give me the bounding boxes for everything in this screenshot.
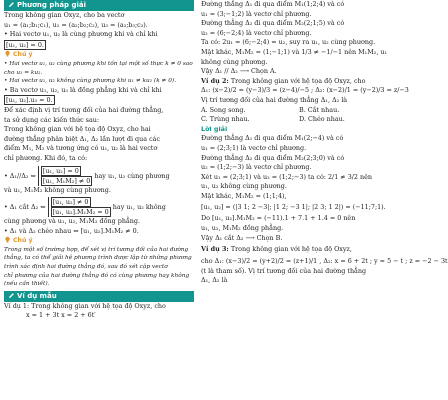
text-line: • Hai vectơ u₁, u₂ là cùng phương khi và chỉ khi (4, 30, 158, 39)
note-title: Chú ý (4, 50, 194, 60)
text-line: Vậy Δ₁ cắt Δ₂ ⟶ Chọn B. (201, 233, 283, 242)
option-a: A. Song song. (201, 105, 246, 114)
text-line: Đường thẳng Δ₁ đi qua điểm M₁(1;2;4) và có (201, 0, 345, 8)
example-text: Ví dụ 1: Trong không gian với hệ tọa độ Oxyz, cho (4, 301, 166, 310)
text-line: không cùng phương. (201, 57, 268, 66)
text-line: Đường thẳng Δ₁ đi qua điểm M₁(2;−4) và có (201, 134, 344, 143)
note-line: • Hai vectơ u₁, u₂ không cùng phương khi u₁ ≠ ku₂ (k ≠ 0). (4, 78, 177, 85)
note-line: (nếu cần thiết). (4, 281, 50, 288)
text-line: ta sử dụng các kiến thức sau: (4, 115, 100, 124)
text-line: Đường thẳng Δ₂ đi qua điểm M₂(2;1;5) và có (201, 19, 345, 28)
note-line: chỉ phương của hai đường thẳng đó có cùng phương hay không (4, 272, 190, 279)
text-line: cùng phương và u₁, u₂, M₁M₂ đồng phẳng. (4, 217, 141, 226)
text-line: u₂ = (6;−2;4) là vectơ chỉ phương. (201, 28, 312, 37)
text-line: và u₁, M₁M₂ không cùng phương. (4, 185, 111, 194)
option-c: C. Trùng nhau. (201, 115, 250, 124)
text-line: u₁, u₂, M₁M₂ đồng phẳng. (201, 224, 284, 233)
text-line: đường thẳng phân biệt Δ₁, Δ₂ lần lượt đi qua các (4, 134, 161, 143)
example-equation: cho Δ₁: (x−3)/2 = (y+2)/2 = (z+1)/1 , Δ₂: x = 6 + 2t ; y = 5 − t ; z = −2 − 3t (201, 256, 448, 265)
text-line: Vậy Δ₁ // Δ₂ ⟶ Chọn A. (201, 67, 277, 76)
lightbulb-icon (4, 50, 11, 57)
options-row (201, 106, 397, 116)
note-line: cho u₁ = ku₂. (4, 69, 43, 76)
text-line: Để xác định vị trí tương đối của hai đường thẳng, (4, 105, 164, 114)
text-line: u₁, u₂ không cùng phương. (201, 182, 287, 191)
text-line: Ta có: 2u₁ = (6;−2;4) = u₂, suy ra u₁, u₂ cùng phương. (201, 38, 376, 47)
text-line: u₁ = (3;−1;2) là vectơ chỉ phương. (201, 9, 312, 18)
right-column (201, 0, 448, 400)
solution-title: Lời giải (201, 124, 228, 133)
text-line: u₁ = (a₁;b₁;c₁), u₂ = (a₂;b₂;c₂), u₃ = (a₃;b₃;c₃). (4, 20, 148, 29)
example-equation: Δ₁: (x−2)/2 = (y−3)/3 = (z−4)/−5 ; Δ₂: (x−2)/1 = (y−2)/3 = z/−3 (201, 86, 409, 95)
note-title: Chú ý (4, 236, 194, 246)
note-line: • Hai vectơ u₁, u₂ cùng phương khi tồn tại một số thực k ≠ 0 sao (4, 60, 193, 67)
case-skew: • Δ₁ và Δ₂ chéo nhau ⇔ [u₁, u₂].M₁M₂ ≠ 0. (4, 226, 139, 235)
text-line: u₂ = (1;2;−3) là vectơ chỉ phương. (201, 163, 312, 172)
text-line: Mặt khác, M₁M₂ = (1;1;4), (201, 191, 287, 200)
text-line: Do [u₁, u₂].M₁M₂ = (−11).1 + 7.1 + 1.4 = 0 nên (201, 214, 356, 223)
text-line: • Ba vectơ u₁, u₂, u₃ là đồng phẳng khi và chỉ khi (4, 85, 162, 94)
text-line: chỉ phương. Khi đó, ta có: (4, 153, 88, 162)
example-2: Ví dụ 2: Trong không gian với hệ tọa độ Oxyz, cho (201, 76, 366, 85)
text-line: Trong không gian Oxyz, cho ba vectơ (4, 11, 125, 19)
options-row (201, 115, 397, 125)
text-line: Δ₁, Δ₂ là (201, 276, 228, 285)
example-3: Ví dụ 3: Trong không gian với hệ tọa độ Oxyz, (201, 245, 352, 254)
text-line: Xét u₁ = (2;3;1) và u₂ = (1;2;−3) ta có: 2/1 ≠ 3/2 nên (201, 172, 373, 181)
lightbulb-icon (4, 236, 11, 243)
text-line: [u₁, u₂] = 0. (6, 40, 44, 49)
text-line: u₁ = (2;3;1) là vectơ chỉ phương. (201, 143, 307, 152)
text-line: [u₁, u₂].u₃ = 0. (6, 96, 53, 105)
text-line: (t là tham số). Vị trí tương đối của hai đường thẳng (201, 266, 367, 275)
example-system: x = 1 + 3t x = 2 + 6t′ (26, 311, 96, 320)
determinant-line: [u₁, u₂] = (|3 1; 2 −3|; |1 2; −3 1|; |2 3; 1 2|) = (−11;7;1). (201, 203, 386, 212)
note-line: Trong một số trường hợp, để xét vị trí tương đối của hai đường (4, 246, 189, 253)
pencil-icon (8, 292, 15, 299)
text-line: điểm M₁, M₂ và tương ứng có u₁, u₂ là hai vectơ (4, 144, 158, 153)
note-line: trình xác định hai đường thẳng đó, sau đó xét cặp vectơ (4, 264, 168, 271)
pencil-icon (8, 1, 15, 8)
left-column (4, 0, 194, 400)
example-heading: Ví dụ mẫu (4, 291, 194, 302)
note-line: thẳng, ta có thể giải hệ phương trình được lập từ những phương (4, 255, 192, 262)
option-d: D. Chéo nhau. (299, 115, 345, 124)
text-line: Vị trí tương đối của hai đường thẳng Δ₁, Δ₂ là (201, 95, 348, 104)
section-heading: Phương pháp giải (4, 0, 194, 11)
case-intersect: • Δ₁ cắt Δ₂ ⇔ $\frac{\text{[u₁, u₂] ≠ 0}}{\text{[u₁, u₂].M₁M₂ = 0}}$ hay u₁, u₂ không (4, 198, 166, 217)
option-b: B. Cắt nhau. (299, 105, 340, 114)
text-line: Đường thẳng Δ₂ đi qua điểm M₂(2;3;0) và có (201, 153, 345, 162)
case-parallel: • Δ₁//Δ₂ ⇔ $\frac{\text{[u₁, u₂] = 0}}{\text{[u₁, M₁M₂] ≠ 0}}$ hay u₁, u₂ cùng phương (4, 166, 170, 185)
text-line: Trong không gian với hệ tọa độ Oxyz, cho hai (4, 125, 151, 134)
text-line: Mặt khác, M₁M₂ = (1;−1;1) và 1/3 ≠ −1/−1 nên M₁M₂, u₁ (201, 47, 388, 56)
